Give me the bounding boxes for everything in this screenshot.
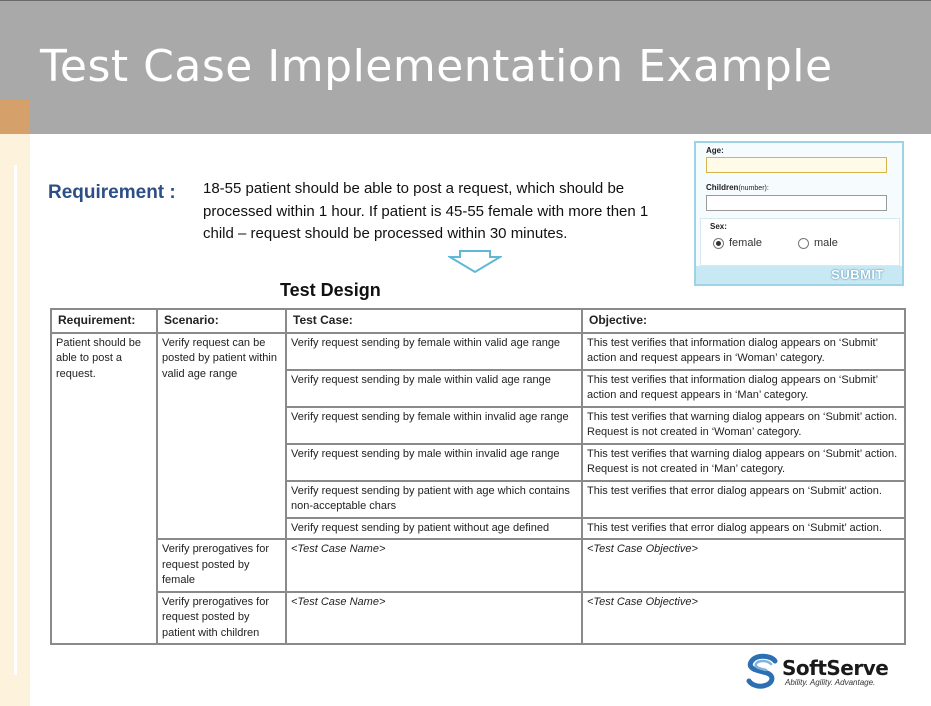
test-case-cell: Verify request sending by male within invalid age range [286,444,582,481]
objective-cell: This test verifies that information dialog appears on ‘Submit’ action and request appears in ‘Woman’ category. [582,333,905,370]
female-label: female [729,237,763,249]
children-hint: (number): [738,185,769,192]
header-objective: Objective: [582,309,905,333]
accent-block [0,100,30,134]
age-input[interactable] [706,157,887,173]
scenario-cell: Verify prerogatives for request posted by female [157,539,286,592]
objective-cell: This test verifies that information dialog appears on ‘Submit’ action and request appears in ‘Man’ category. [582,370,905,407]
slide-title: Test Case Implementation Example [40,41,833,92]
scenario-cell: Verify request can be posted by patient within valid age range [157,333,286,540]
submit-button[interactable]: SUBMIT [831,267,884,282]
objective-cell: This test verifies that warning dialog appears on ‘Submit’ action. Request is not created in ‘Woman’ category. [582,407,905,444]
table-row [51,592,905,645]
header-requirement: Requirement: [51,309,157,333]
header-scenario: Scenario: [157,309,286,333]
test-case-cell: Verify request sending by female within valid age range [286,333,582,370]
children-input[interactable] [706,195,887,211]
requirement-text: 18-55 patient should be able to post a request, which should be processed within 1 hour. If patient is 45-55 female with more then 1 child – request should be processed within 30 minutes. [203,180,649,242]
objective-cell: This test verifies that error dialog appears on ‘Submit’ action. [582,481,905,518]
objective-cell: This test verifies that warning dialog appears on ‘Submit’ action. Request is not created in ‘Man’ category. [582,444,905,481]
sex-label: Sex: [710,222,727,231]
table-row [51,333,905,370]
title-bar [0,0,931,134]
test-case-cell: Verify request sending by patient with age which contains non-acceptable chars [286,481,582,518]
requirement-label: Requirement : [48,182,176,203]
male-label: male [814,237,838,249]
logo-name: SoftServe [782,656,889,680]
test-case-cell: Verify request sending by male within valid age range [286,370,582,407]
objective-cell: This test verifies that error dialog appears on ‘Submit’ action. [582,518,905,540]
test-design-table [50,308,906,645]
test-design-title: Test Design [280,280,381,300]
sex-group [700,218,900,266]
children-label [706,183,769,192]
children-label-text: Children [706,183,739,192]
side-line [14,165,17,675]
table-header-row [51,309,905,333]
scenario-cell: Verify prerogatives for request posted by patient with children [157,592,286,645]
objective-cell: <Test Case Objective> [582,539,905,592]
softserve-logo-icon [745,653,781,691]
down-arrow-icon [448,250,502,274]
objective-cell: <Test Case Objective> [582,592,905,645]
submit-bar [696,266,902,284]
test-case-cell: <Test Case Name> [286,539,582,592]
header-test-case: Test Case: [286,309,582,333]
logo-tagline: Ability. Agility. Advantage. [785,678,876,687]
female-radio[interactable] [713,238,724,249]
test-case-cell: <Test Case Name> [286,592,582,645]
test-case-cell: Verify request sending by patient without age defined [286,518,582,540]
requirement-cell: Patient should be able to post a request. [51,333,157,645]
male-radio[interactable] [798,238,809,249]
test-case-cell: Verify request sending by female within invalid age range [286,407,582,444]
table-row [51,539,905,592]
age-label: Age: [706,146,724,155]
request-form [694,141,904,286]
